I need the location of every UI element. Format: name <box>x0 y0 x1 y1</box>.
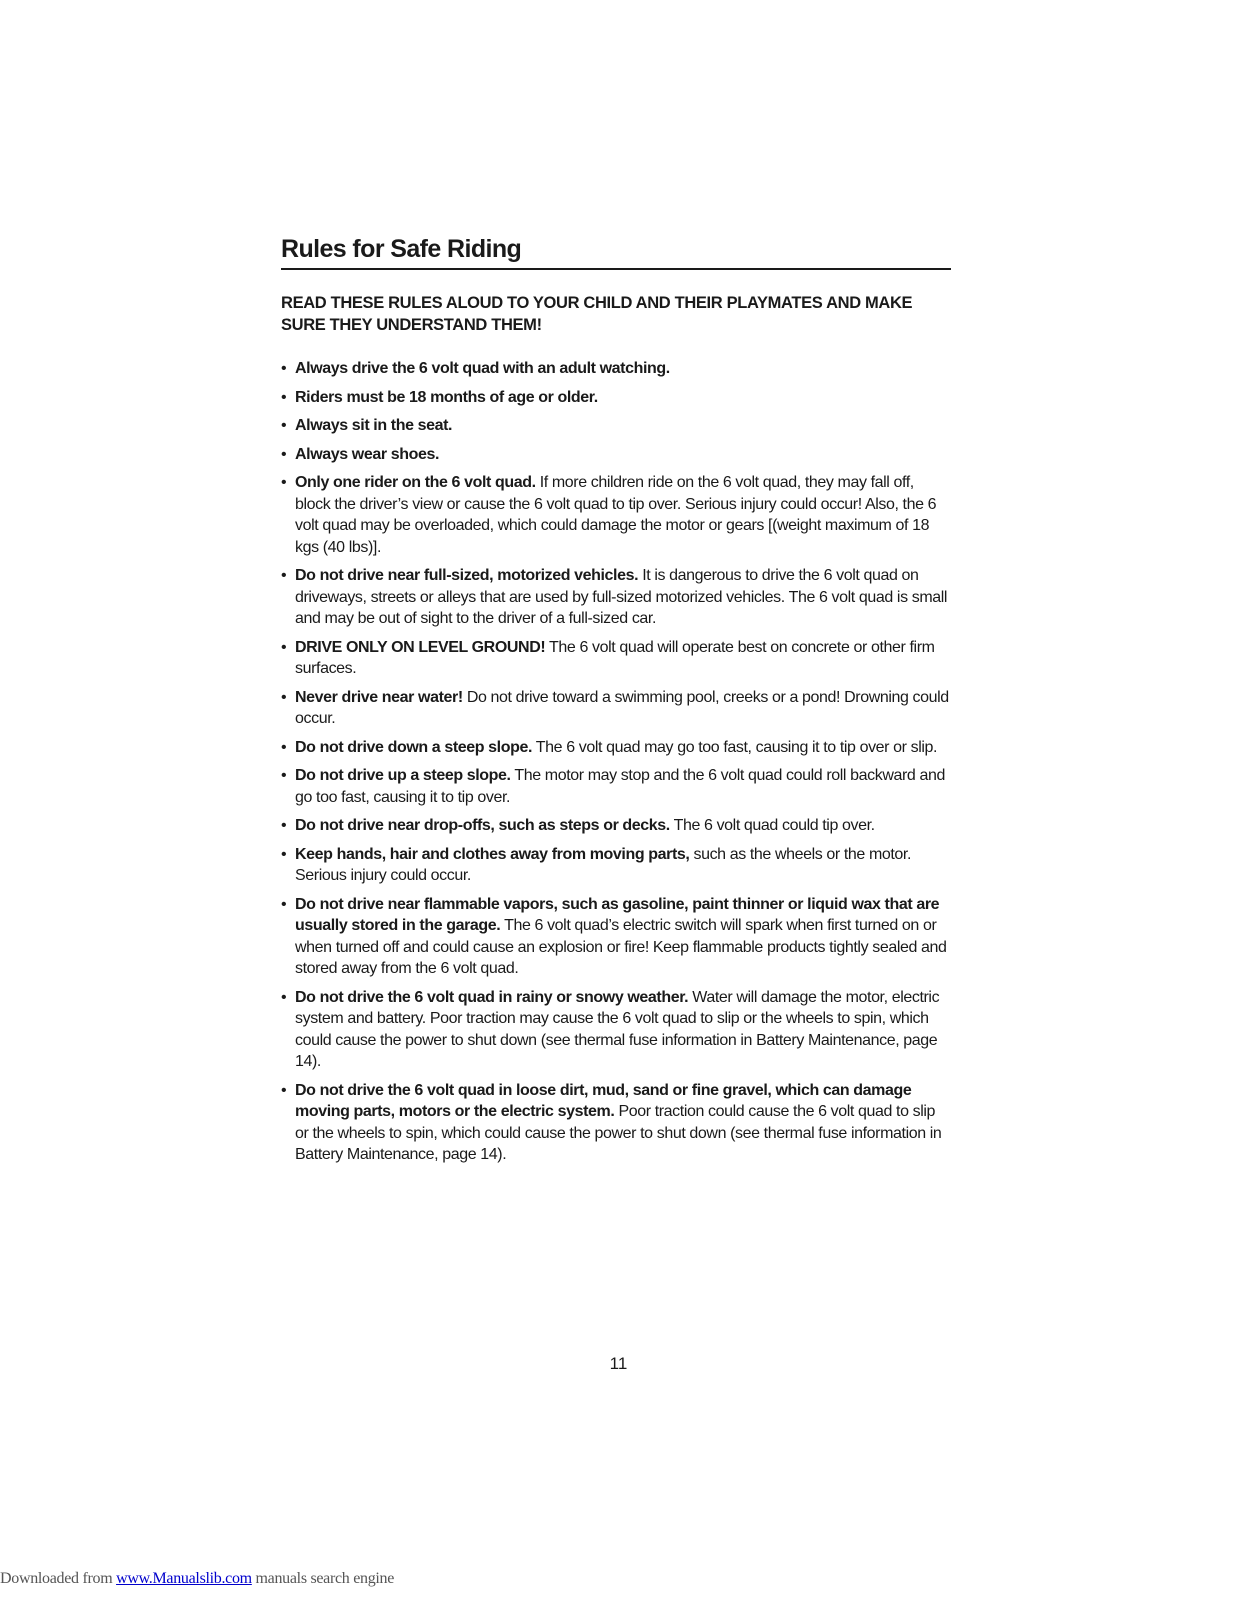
rule-text: such as the wheels or the motor. Serious injury could occur. <box>295 845 912 884</box>
rule-item <box>281 444 951 466</box>
rule-lead: DRIVE ONLY ON LEVEL GROUND! <box>295 638 546 656</box>
page-number: 11 <box>609 1354 628 1373</box>
bullet-icon: • <box>281 688 287 706</box>
rule-item <box>281 894 951 980</box>
rule-lead: Always drive the 6 volt quad with an adult watching. <box>295 360 670 377</box>
rule-lead: Do not drive near flammable vapors, such as gasoline, paint thinner or liquid wax that are usually stored in the garage. <box>295 895 940 934</box>
rule-lead: Riders must be 18 months of age or older. <box>295 388 598 406</box>
rule-text: It is dangerous to drive the 6 volt quad on driveways, streets or alleys that are used by full-sized motorized vehicles. The 6 volt quad is small and may be out of sight to the driver of a full-sized car. <box>295 567 948 627</box>
bullet-icon: • <box>281 638 287 656</box>
footer-prefix: Downloaded from <box>0 1570 117 1587</box>
rule-lead: Never drive near water! <box>295 688 463 706</box>
rule-item <box>281 987 951 1073</box>
footer-suffix: manuals search engine <box>251 1570 395 1587</box>
rule-text: Water will damage the motor, electric system and battery. Poor traction may cause the 6 volt quad to slip or the wheels to spin, which could cause the power to shut down (see thermal fuse information in Battery Maintenance, page 14). <box>295 988 940 1070</box>
bullet-icon: • <box>281 445 287 463</box>
rule-text: The 6 volt quad may go too fast, causing it to tip over or slip. <box>535 738 938 756</box>
rule-text: The 6 volt quad’s electric switch will spark when first turned on or when turned off and could cause an explosion or fire! Keep flammable products tightly sealed and stored away from the 6 volt quad. <box>295 917 947 977</box>
rule-lead: Keep hands, hair and clothes away from moving parts, <box>295 845 690 863</box>
rule-lead: Only one rider on the 6 volt quad. <box>295 474 536 491</box>
bullet-icon: • <box>281 767 287 784</box>
rule-lead: Do not drive up a steep slope. <box>295 767 511 784</box>
bullet-icon: • <box>281 895 287 913</box>
rule-lead: Do not drive near full-sized, motorized vehicles. <box>295 567 639 584</box>
rule-item <box>281 737 951 759</box>
rule-text: The 6 volt quad will operate best on concrete or other firm surfaces. <box>295 638 935 677</box>
rule-lead: Always wear shoes. <box>295 445 439 463</box>
manualslib-link[interactable]: www.Manualslib.com <box>116 1570 252 1587</box>
rule-text: The motor may stop and the 6 volt quad could roll backward and go too fast, causing it to tip over. <box>295 767 945 806</box>
rule-lead: Always sit in the seat. <box>295 417 453 434</box>
bullet-icon: • <box>281 738 287 756</box>
bullet-icon: • <box>281 567 287 584</box>
intro-text: READ THESE RULES ALOUD TO YOUR CHILD AND THEIR PLAYMATES AND MAKE SURE THEY UNDERSTAND THEM! <box>281 294 913 334</box>
rule-item <box>281 415 951 437</box>
bullet-icon: • <box>281 988 287 1006</box>
rule-item <box>281 387 951 409</box>
footer <box>0 1570 394 1588</box>
bullet-icon: • <box>281 360 287 377</box>
rule-lead: Do not drive the 6 volt quad in rainy or snowy weather. <box>295 988 689 1006</box>
rule-item <box>281 472 951 558</box>
rule-text: Poor traction could cause the 6 volt quad to slip or the wheels to spin, which could cause the power to shut down (see thermal fuse information in Battery Maintenance, page 14). <box>295 1103 942 1163</box>
page-title: Rules for Safe Riding <box>281 234 951 270</box>
rule-item <box>281 844 951 887</box>
rule-item <box>281 687 951 730</box>
rule-text: Do not drive toward a swimming pool, creeks or a pond! Drowning could occur. <box>295 688 949 727</box>
rule-item <box>281 765 951 808</box>
bullet-icon: • <box>281 845 287 863</box>
rule-lead: Do not drive near drop-offs, such as steps or decks. <box>295 817 670 834</box>
rule-text: The 6 volt quad could tip over. <box>673 817 875 834</box>
page-content <box>281 234 951 1173</box>
rule-item <box>281 565 951 630</box>
bullet-icon: • <box>281 1081 287 1099</box>
rule-item <box>281 358 951 380</box>
rule-item <box>281 815 951 837</box>
bullet-icon: • <box>281 474 287 491</box>
rules-list <box>281 358 951 1166</box>
rule-text: If more children ride on the 6 volt quad, they may fall off, block the driver’s view or cause the 6 volt quad to tip over. Serious injury could occur! Also, the 6 volt quad may be overloaded, which could damage the motor or gears [(weight maximum of 18 kgs (40 lbs)]. <box>295 474 937 556</box>
rule-lead: Do not drive down a steep slope. <box>295 738 533 756</box>
rule-item <box>281 1080 951 1166</box>
rule-item <box>281 637 951 680</box>
bullet-icon: • <box>281 388 287 406</box>
rule-lead: Do not drive the 6 volt quad in loose dirt, mud, sand or fine gravel, which can damage moving parts, motors or the electric system. <box>295 1081 912 1120</box>
bullet-icon: • <box>281 417 287 434</box>
bullet-icon: • <box>281 817 287 834</box>
